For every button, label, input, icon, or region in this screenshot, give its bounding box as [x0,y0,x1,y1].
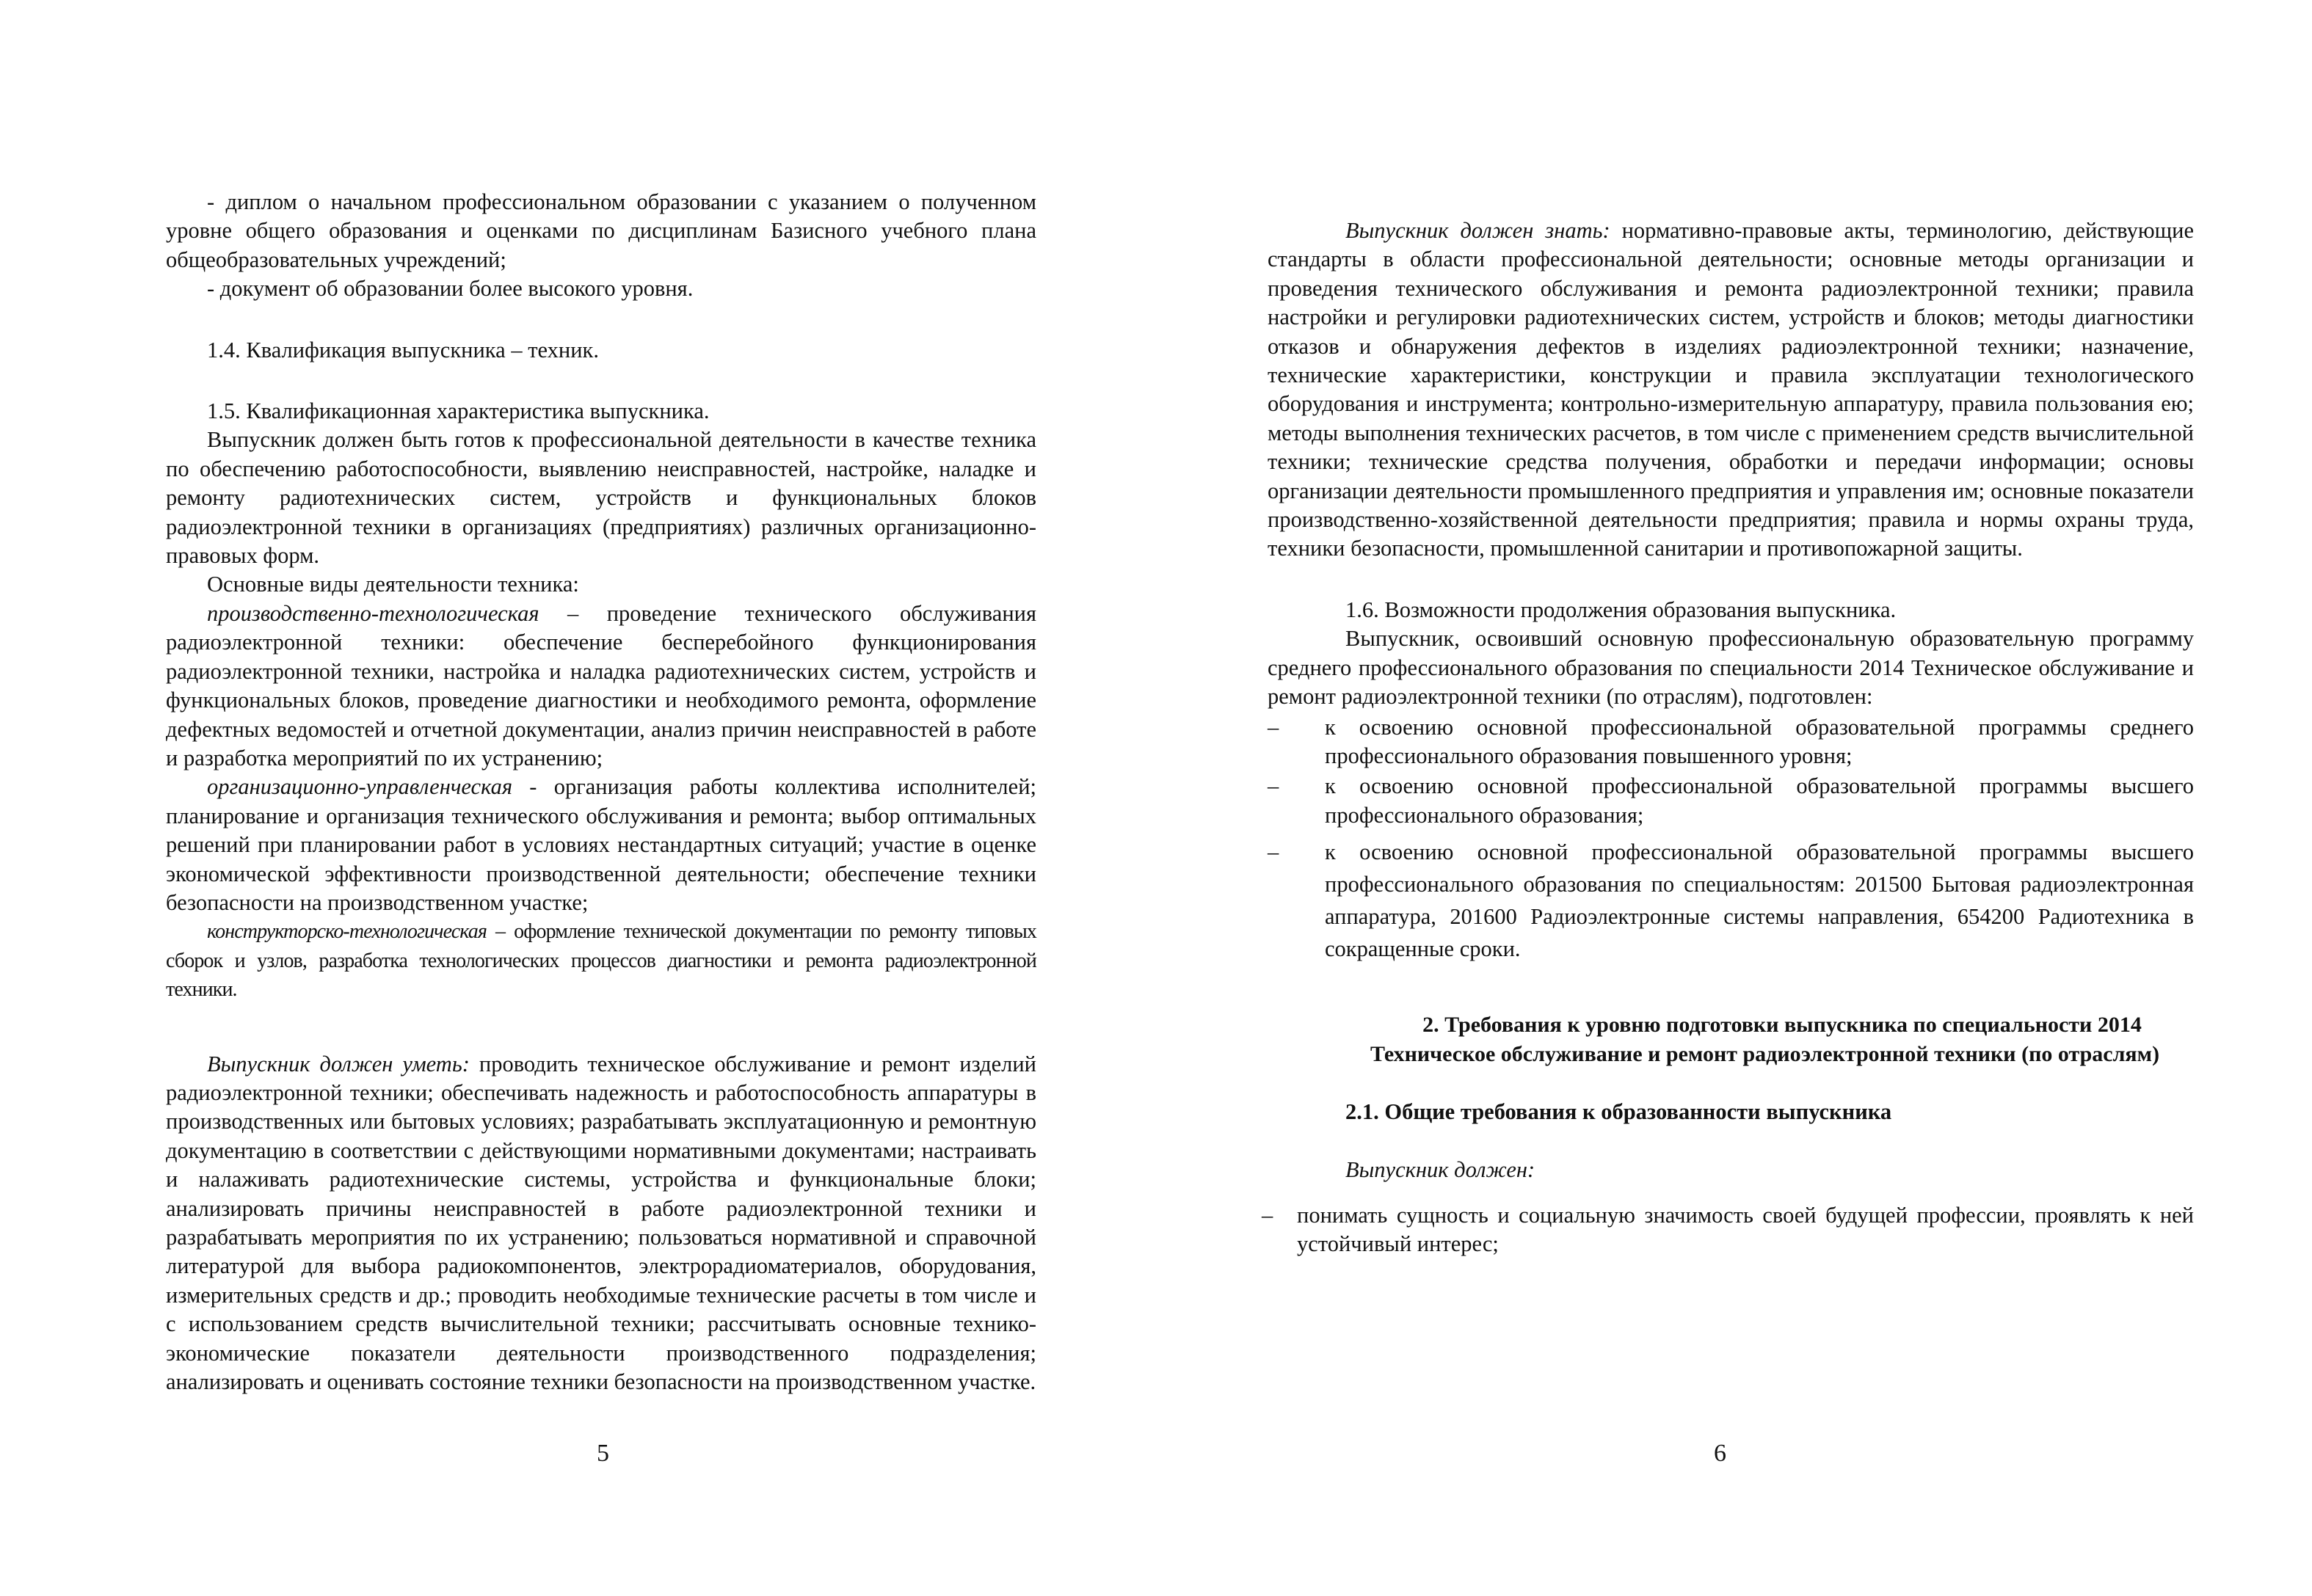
knowledge-text: нормативно-правовые акты, терминологию, действующие стандарты в области профессиональной деятельности; основные методы организации и проведения технического обслуживания и ремонта радиоэлектронной техники; правила настройки и регулировки радиотехнических систем, устройств и блоков; методы диагностики отказов и обнаружения дефектов в изделиях радиоэлектронной техники; назначение, технические характеристики, конструкции и правила эксплуатации технологического оборудования и инструмента; контрольно-измерительную аппаратуру, правила пользования ею; методы выполнения технических расчетов, в том числе с применением средств вычислительной техники; технические средства получения, обработки и передачи информации; основы организации деятельности промышленного предприятия и управления им; основные показатели производственно-хозяйственной деятельности предприятия; правила и нормы охраны труда, техники безопасности, промышленной санитарии и противопожарной защиты. [1268,218,2194,561]
skills-lead: Выпускник должен уметь: [207,1051,470,1076]
list-item [1268,713,2194,771]
activity-design-text: – оформление технической документации по ремонту типовых сборок и узлов, разработка технологических процессов диагностики и ремонта радиоэлектронной техники. [166,920,1036,1002]
paragraph-continuation-lead: Выпускник, освоивший основную профессиональную образовательную программу среднего профессионального образования по специальности 2014 Техническое обслуживание и ремонт радиоэлектронной техники (по отраслям), подготовлен: [1268,626,2194,710]
left-page-content [166,188,1036,1396]
continuation-item-3: к освоению основной профессиональной образовательной программы высшего профессионального образования по специальностям: 201500 Бытовая радиоэлектронная аппаратура, 201600 Радиоэлектронные системы направления, 654200 Радиотехника в сокращенные сроки. [1325,839,2194,962]
activity-management-term: организационно-управленческая [207,774,513,800]
paragraph-qualification: Выпускник должен быть готов к профессиональной деятельности в качестве техника по обеспечению работоспособности, выявлению неисправностей, настройке, наладке и ремонту радиотехнических систем, устройств и функциональных блоков радиоэлектронной техники в организациях (предприятиях) различных организационно-правовых форм. [166,427,1036,569]
graduate-must-label: Выпускник должен: [1345,1157,1535,1183]
section-1-5-title: 1.5. Квалификационная характеристика выпускника. [207,398,710,424]
activity-design [166,917,1036,1004]
list-item [1268,836,2194,965]
dash-marker: – [1262,1202,1273,1228]
paragraph-skills [166,1050,1036,1397]
activity-management-text: - организация работы коллектива исполнителей; планирование и организация технического обслуживания и ремонта; выбор оптимальных решений при планировании работ в условиях нестандартных ситуаций; участие в оценке экономической эффективности производственной деятельности; обеспечение техники безопасности на производственном участке; [166,774,1036,915]
list-item [1262,1201,2194,1259]
paragraph-diploma: - диплом о начальном профессиональном образовании с указанием о полученном уровне общего образования и оценками по дисциплинам Базисного учебного плана общеобразовательных учреждений; [166,189,1036,272]
section-1-4-title: 1.4. Квалификация выпускника – техник. [207,337,600,362]
section-1-6-title: 1.6. Возможности продолжения образования выпускника. [1345,597,1897,622]
paragraph-knowledge [1268,216,2194,564]
page-number-right: 6 [1714,1440,1726,1467]
dash-marker: – [1268,773,1279,799]
knowledge-lead: Выпускник должен знать: [1345,218,1610,243]
continuation-item-1: к освоению основной профессиональной образовательной программы среднего профессионального образования повышенного уровня; [1325,714,2194,768]
activity-design-term: конструкторско-технологическая [207,920,487,944]
activity-production-term: производственно-технологическая [207,600,539,626]
right-page [1156,0,2312,1596]
paragraph-higher-document: - документ об образовании более высокого уровня. [207,276,694,302]
activity-production [166,600,1036,773]
dash-marker: – [1268,714,1279,740]
continuation-item-2: к освоению основной профессиональной образовательной программы высшего профессионального образования; [1325,773,2194,828]
activity-production-text: – проведение технического обслуживания радиоэлектронной техники: обеспечение бесперебойного функционирования радиоэлектронной техники, настройка и наладка радиотехнических систем, устройств и функциональных блоков, проведение диагностики и необходимого ремонта, оформление дефектных ведомостей и отчетной документации, анализ причин неисправностей в работе и разработка мероприятий по их устранению; [166,600,1036,770]
skills-text: проводить техническое обслуживание и ремонт изделий радиоэлектронной техники; обеспечивать надежность и работоспособность аппаратуры в производственных или бытовых условиях; разрабатывать эксплуатационную и ремонтную документацию в соответствии с действующими нормативными документами; настраивать и налаживать радиотехнические системы, устройства и функциональные блоки; анализировать причины неисправностей в работе радиоэлектронной техники и разрабатывать мероприятия по их устранению; пользоваться нормативной и справочной литературой для выбора радиокомпонентов, электрорадиоматериалов, оборудования, измерительных средств и др.; проводить необходимые технические расчеты в том числе и с использованием средств вычислительной техники; рассчитывать основные технико-экономические показатели деятельности производственного подразделения; анализировать и оценивать состояние техники безопасности на производственном участке. [166,1051,1036,1395]
list-item [1268,772,2194,830]
section-2-1-heading: 2.1. Общие требования к образованности выпускника [1345,1098,1892,1124]
activity-management [166,773,1036,917]
dash-marker: – [1268,839,1279,865]
paragraph-activities-lead: Основные виды деятельности техника: [207,572,579,597]
section-2-heading: 2. Требования к уровню подготовки выпускника по специальности 2014 Техническое обслуживание и ремонт радиоэлектронной техники (по отраслям) [1370,1013,2160,1066]
right-page-content [1262,216,2194,1259]
requirement-item-1: понимать сущность и социальную значимость своей будущей профессии, проявлять к ней устойчивый интерес; [1297,1202,2194,1257]
page-number-left: 5 [597,1440,609,1467]
